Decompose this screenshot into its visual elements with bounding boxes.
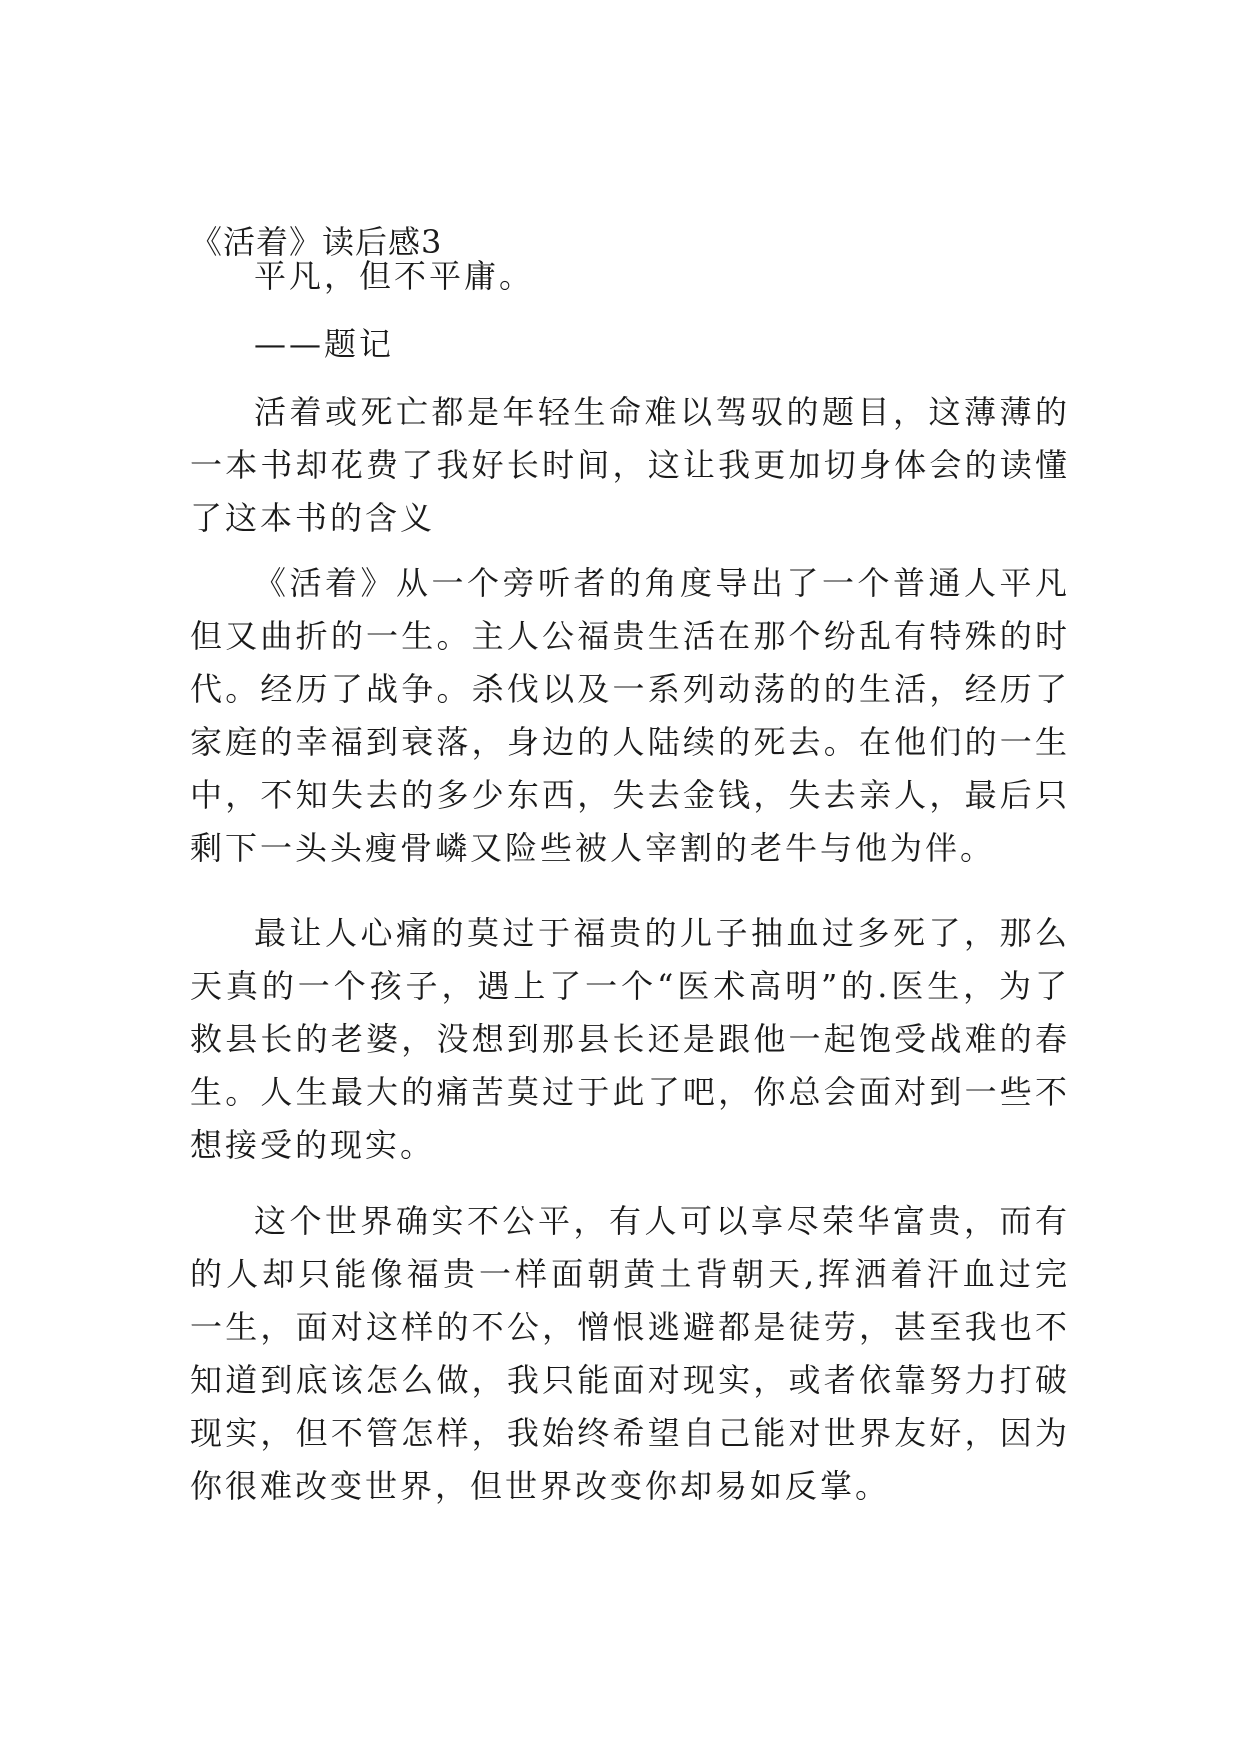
paragraph-6: 这个世界确实不公平，有人可以享尽荣华富贵，而有的人却只能像福贵一样面朝黄土背朝天,挥洒着汗血过完一生，面对这样的不公，憎恨逃避都是徒劳，甚至我也不知道到底该怎么做，我只能面对现实，或者依靠努力打破现实，但不管怎样，我始终希望自己能对世界友好，因为你很难改变世界，但世界改变你却易如反掌。 xyxy=(190,1202,1070,1505)
document-title: 《活着》读后感3 xyxy=(190,223,443,261)
paragraph-3: 活着或死亡都是年轻生命难以驾驭的题目，这薄薄的一本书却花费了我好长时间，这让我更加切身体会的读懂了这本书的含义 xyxy=(190,393,1070,537)
paragraph-4: 《活着》从一个旁听者的角度导出了一个普通人平凡但又曲折的一生。主人公福贵生活在那个纷乱有特殊的时代。经历了战争。杀伐以及一系列动荡的的生活，经历了家庭的幸福到衰落，身边的人陆续的死去。在他们的一生中，不知失去的多少东西，失去金钱，失去亲人，最后只剩下一头头瘦骨嶙又险些被人宰割的老牛与他为伴。 xyxy=(190,564,1070,867)
paragraph-5: 最让人心痛的莫过于福贵的儿子抽血过多死了，那么天真的一个孩子，遇上了一个“医术高明”的.医生，为了救县长的老婆，没想到那县长还是跟他一起饱受战难的春生。人生最大的痛苦莫过于此了吧，你总会面对到一些不想接受的现实。 xyxy=(190,914,1070,1164)
paragraph-1: 平凡，但不平庸。 xyxy=(254,257,535,295)
paragraph-2: ——题记 xyxy=(254,325,395,363)
